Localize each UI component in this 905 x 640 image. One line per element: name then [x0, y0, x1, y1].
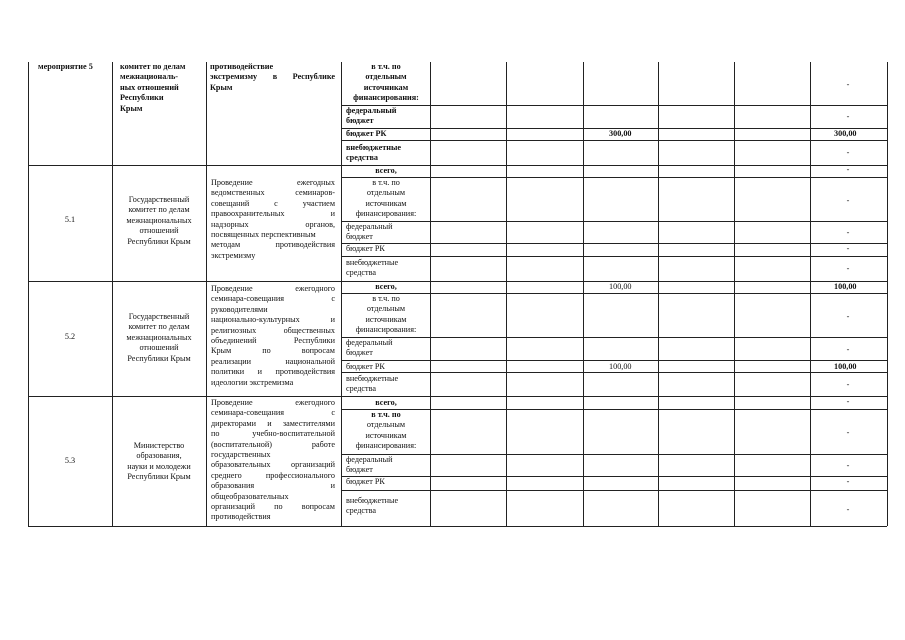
source-line: средства — [346, 268, 377, 278]
event-line: религиозных общественных — [211, 325, 335, 335]
row-m5-incl-label — [345, 62, 427, 104]
event-line: образования и — [211, 481, 335, 491]
row-5-3-extra-total: - — [846, 505, 850, 514]
source-line: бюджет — [346, 232, 373, 242]
event-line: идеологии экстремизма — [211, 377, 294, 387]
event-line: семинара-совещания с — [211, 294, 335, 304]
row-5-2-number: 5.2 — [64, 332, 76, 341]
row-m5-extra-total: - — [846, 148, 850, 157]
event-line: методам противодействия — [211, 240, 335, 250]
row-5-2-rk-total: 100,00 — [834, 362, 857, 371]
source-line: федеральный — [346, 455, 393, 464]
row-5-1-federal-label — [346, 222, 393, 243]
executor-line: Министерство — [133, 441, 185, 450]
source-line: источникам — [365, 314, 407, 324]
row-5-1-incl-total: - — [846, 196, 850, 205]
source-line: бюджет — [346, 465, 373, 475]
row-5-2-incl-total: - — [846, 312, 850, 321]
executor-line: межнациональ- — [120, 72, 179, 82]
event-line: Проведение ежегодного — [211, 284, 335, 293]
source-line: в т.ч. по — [372, 178, 400, 187]
row-5-3-extra-label — [346, 496, 398, 517]
event-line: национально-культурных и — [211, 315, 335, 325]
source-line: финансирования: — [355, 325, 417, 335]
event-line: общеобразовательных — [211, 491, 289, 501]
row-5-2-total-total: 100,00 — [834, 282, 857, 291]
executor-line: ных отношений — [120, 82, 179, 92]
source-line: финансирования: — [355, 441, 417, 451]
row-5-3-executor — [112, 441, 206, 483]
row-5-2-extra-label — [346, 374, 398, 395]
event-line: надзорных органов, — [211, 219, 335, 229]
event-line: экстремизму — [211, 250, 256, 260]
row-5-2-rk-y2: 100,00 — [609, 362, 632, 371]
row-m5-federal-total: - — [846, 112, 850, 121]
event-line: Крым — [210, 82, 233, 92]
source-line: федеральный — [346, 106, 397, 115]
event-line: руководителями — [211, 304, 268, 314]
event-line: экстремизму в Республике — [210, 72, 335, 82]
source-line: внебюджетные — [346, 258, 399, 267]
source-line: бюджет — [346, 116, 374, 126]
row-m5-rk-total: 300,00 — [834, 129, 857, 138]
event-line: правоохранительных и — [211, 209, 335, 219]
row-5-2-total-label: всего, — [375, 282, 397, 291]
event-line: среднего профессионального — [211, 470, 335, 480]
source-line: внебюджетные — [346, 143, 402, 152]
row-5-3-rk-label: бюджет РК — [346, 477, 385, 486]
row-m5-executor — [120, 62, 185, 114]
row-5-1-event — [211, 178, 335, 261]
executor-line: комитет по делам — [128, 205, 190, 215]
row-5-3-total-total: - — [846, 397, 850, 406]
executor-line: отношений — [139, 226, 179, 236]
executor-line: отношений — [139, 343, 179, 353]
source-line: источникам — [365, 430, 407, 440]
row-5-3-incl-label — [345, 410, 427, 452]
source-line: отдельным — [365, 72, 407, 82]
event-line: (воспитательной) работе — [211, 439, 335, 449]
row-5-1-federal-total: - — [846, 228, 850, 237]
source-line: внебюджетные — [346, 374, 399, 383]
row-5-1-extra-total: - — [846, 264, 850, 273]
source-line: финансирования: — [355, 209, 417, 219]
row-5-1-number: 5.1 — [64, 215, 76, 224]
event-line: реализации национальной — [211, 356, 335, 366]
row-5-2-federal-label — [346, 338, 393, 359]
event-line: политики и противодействия — [211, 367, 335, 377]
source-line: источникам — [363, 82, 409, 92]
event-line: объединений Республики — [211, 336, 335, 346]
event-line: Проведение ежегодных — [211, 178, 335, 187]
row-5-1-extra-label — [346, 258, 398, 279]
row-5-3-event — [211, 398, 335, 523]
row-5-3-federal-total: - — [846, 461, 850, 470]
row-m5-rk-label: бюджет РК — [346, 129, 387, 138]
source-line: бюджет — [346, 348, 373, 358]
event-line: ведомственных семинаров- — [211, 188, 335, 198]
source-line: федеральный — [346, 222, 393, 231]
source-line: финансирования: — [353, 93, 419, 103]
event-line: семинара-совещания с — [211, 408, 335, 418]
row-5-1-total-label: всего, — [375, 166, 397, 175]
event-line: по учебно-воспитательной — [211, 429, 335, 439]
event-line: совещаний с участием — [211, 198, 335, 208]
row-5-1-rk-label: бюджет РК — [346, 244, 385, 253]
executor-line: комитет по делам — [120, 62, 186, 71]
event-line: Крым по вопросам — [211, 346, 335, 356]
row-m5-event — [210, 62, 335, 93]
row-5-2-total-y2: 100,00 — [609, 282, 632, 291]
executor-line: образования, — [136, 451, 182, 461]
row-m5-extra-label — [346, 143, 401, 164]
source-line: в т.ч. по — [371, 62, 401, 71]
event-line: противодействие — [210, 62, 274, 71]
source-line: в т.ч. по — [371, 410, 401, 419]
source-line: источникам — [365, 198, 407, 208]
row-m5-number: мероприятие 5 — [38, 62, 93, 71]
row-5-1-rk-total: - — [846, 244, 850, 253]
executor-line: Республики Крым — [127, 236, 191, 246]
executor-line: комитет по делам — [128, 322, 190, 332]
row-5-2-event — [211, 284, 335, 388]
source-line: в т.ч. по — [372, 294, 400, 303]
source-line: отдельным — [366, 304, 406, 314]
executor-line: Государственный — [128, 312, 190, 321]
executor-line: Государственный — [128, 195, 190, 204]
event-line: образовательных организаций — [211, 460, 335, 470]
row-5-2-federal-total: - — [846, 345, 850, 354]
row-5-2-extra-total: - — [846, 380, 850, 389]
event-line: государственных — [211, 450, 271, 460]
event-line: директорами и заместителями — [211, 418, 335, 428]
executor-line: Крым — [120, 103, 143, 113]
source-line: отдельным — [366, 188, 406, 198]
row-5-3-number: 5.3 — [64, 456, 76, 465]
event-line: Проведение ежегодного — [211, 398, 335, 407]
executor-line: Республики Крым — [127, 353, 191, 363]
event-line: противодействия — [211, 512, 271, 522]
source-line: внебюджетные — [346, 496, 399, 505]
executor-line: Республики — [120, 93, 164, 103]
executor-line: науки и молодежи — [127, 461, 191, 471]
row-m5-rk-y2: 300,00 — [609, 129, 632, 138]
event-line: посвященных перспективным — [211, 230, 316, 240]
row-5-1-incl-label — [345, 178, 427, 220]
row-m5-incl-total: - — [846, 80, 850, 89]
row-5-2-executor — [112, 312, 206, 364]
row-5-3-total-label: всего, — [375, 398, 397, 407]
row-5-3-incl-total: - — [846, 428, 850, 437]
row-5-3-rk-total: - — [846, 477, 850, 486]
source-line: средства — [346, 384, 377, 394]
source-line: средства — [346, 153, 379, 163]
executor-line: межнациональных — [126, 215, 192, 225]
row-m5-federal-label — [346, 106, 396, 127]
source-line: федеральный — [346, 338, 393, 347]
row-5-1-executor — [112, 195, 206, 247]
event-line: организаций по вопросам — [211, 502, 335, 512]
source-line: средства — [346, 506, 377, 516]
row-5-3-federal-label — [346, 455, 393, 476]
source-line: отдельным — [366, 420, 406, 430]
row-5-2-incl-label — [345, 294, 427, 336]
executor-line: межнациональных — [126, 332, 192, 342]
row-5-2-rk-label: бюджет РК — [346, 362, 385, 371]
executor-line: Республики Крым — [127, 472, 191, 482]
row-5-1-total-total: - — [846, 165, 850, 174]
